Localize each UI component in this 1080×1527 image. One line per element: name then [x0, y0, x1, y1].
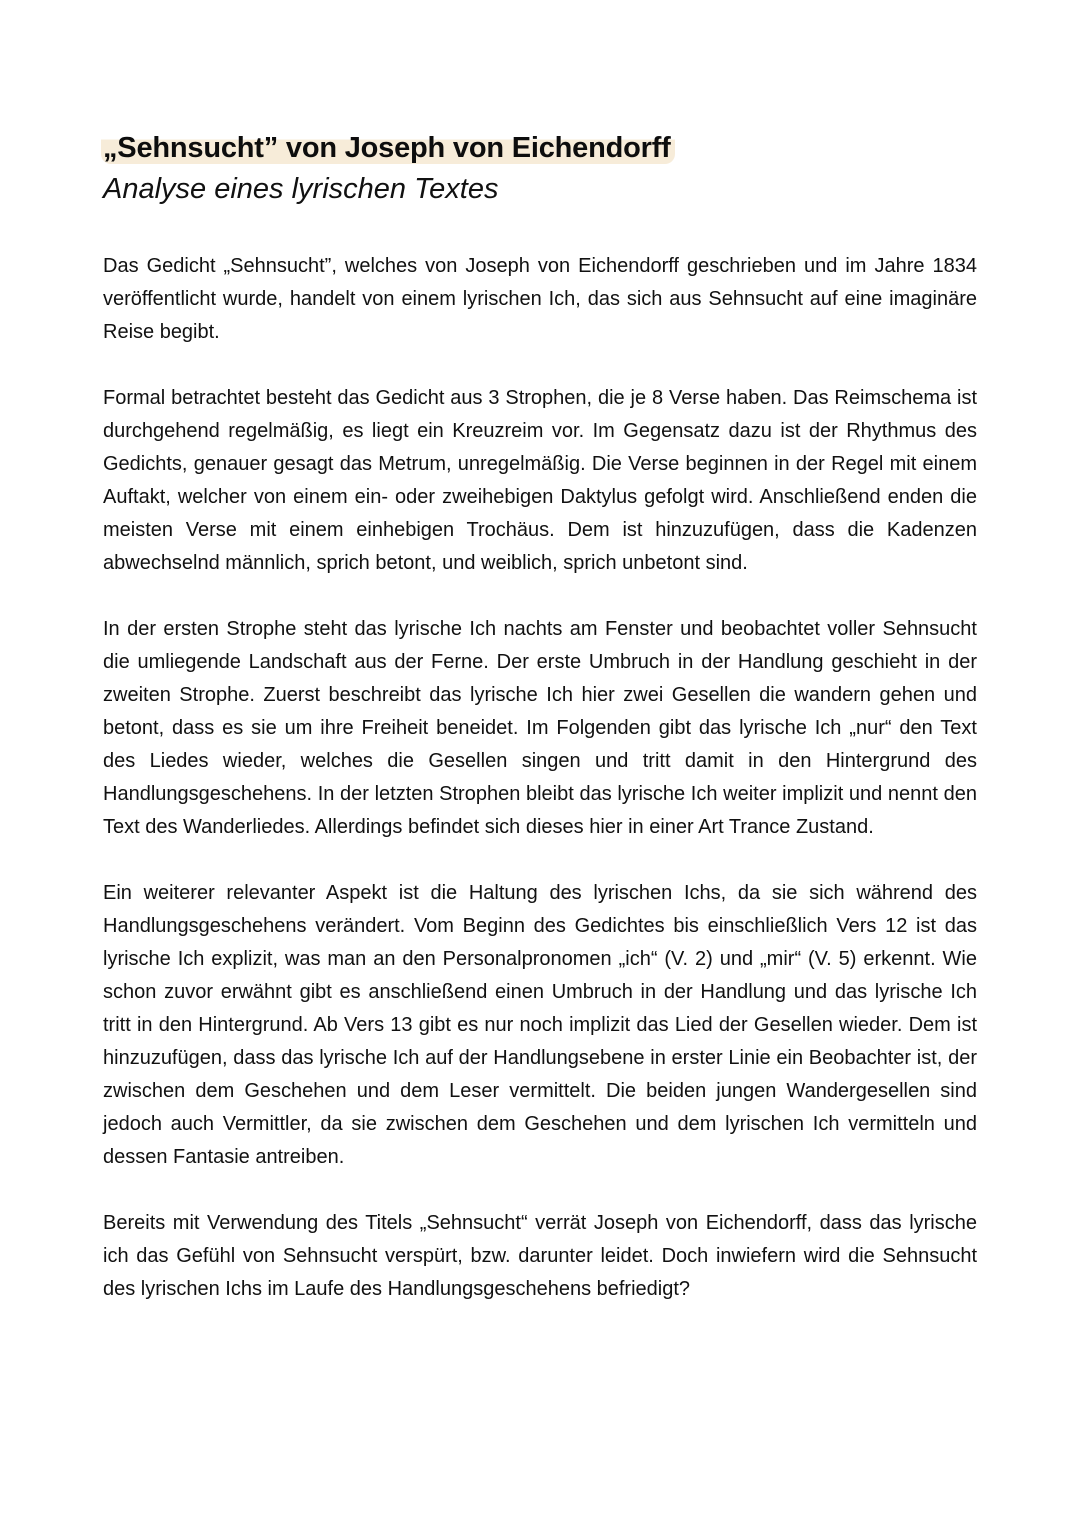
paragraph-introduction: Das Gedicht „Sehnsucht”, welches von Joseph von Eichendorff geschrieben und im Jahre 1834 veröffentlicht wurde, handelt von einem lyrischen Ich, das sich aus Sehnsucht auf eine imaginäre Reise begibt. [103, 255, 977, 343]
paragraph-content-summary: In der ersten Strophe steht das lyrische Ich nachts am Fenster und beobachtet voller Sehnsucht die umliegende Landschaft aus der Ferne. Der erste Umbruch in der Handlung geschieht in der zweiten Strophe. Zuerst beschreibt das lyrische Ich hier zwei Gesellen die wandern gehen und betont, dass es sie um ihre Freiheit beneidet. Im Folgenden gibt das lyrische Ich „nur“ den Text des Liedes wieder, welches die Gesellen singen und tritt damit in den Hintergrund des Handlungsgeschehens. In der letzten Strophen bleibt das lyrische Ich weiter implizit und nennt den Text des Wanderliedes. Allerdings befindet sich dieses hier in einer Art Trance Zustand. [103, 618, 977, 838]
paragraph-thesis-question: Bereits mit Verwendung des Titels „Sehnsucht“ verrät Joseph von Eichendorff, dass das lyrische ich das Gefühl von Sehnsucht verspürt, bzw. darunter leidet. Doch inwiefern wird die Sehnsucht des lyrischen Ichs im Laufe des Handlungsgeschehens befriedigt? [103, 1212, 977, 1300]
paragraph-lyrical-self: Ein weiterer relevanter Aspekt ist die Haltung des lyrischen Ichs, da sie sich während des Handlungsgeschehens verändert. Vom Beginn des Gedichtes bis einschließlich Vers 12 ist das lyrische Ich explizit, was man an den Personalpronomen „ich“ (V. 2) und „mir“ (V. 5) erkennt. Wie schon zuvor erwähnt gibt es anschließend einen Umbruch in der Handlung und das lyrische Ich tritt in den Hintergrund. Ab Vers 13 gibt es nur noch implizit das Lied der Gesellen wieder. Dem ist hinzuzufügen, dass das lyrische Ich auf der Handlungsebene in erster Linie ein Beobachter ist, der zwischen dem Geschehen und dem Leser vermittelt. Die beiden jungen Wandergesellen sind jedoch auch Vermittler, da sie zwischen dem Geschehen und dem lyrischen Ich vermitteln und dessen Fantasie antreiben. [103, 882, 977, 1168]
document-page [103, 128, 977, 1306]
document-title [103, 128, 977, 168]
document-subtitle: Analyse eines lyrischen Textes [103, 173, 499, 205]
title-highlight: „Sehnsucht” von Joseph von Eichendorff [101, 130, 675, 164]
paragraph-formal-analysis: Formal betrachtet besteht das Gedicht aus 3 Strophen, die je 8 Verse haben. Das Reimschema ist durchgehend regelmäßig, es liegt ein Kreuzreim vor. Im Gegensatz dazu ist der Rhythmus des Gedichts, genauer gesagt das Metrum, unregelmäßig. Die Verse beginnen in der Regel mit einem Auftakt, welcher von einem ein- oder zweihebigen Daktylus gefolgt wird. Anschließend enden die meisten Verse mit einem einhebigen Trochäus. Dem ist hinzuzufügen, dass die Kadenzen abwechselnd männlich, sprich betont, und weiblich, sprich unbetont sind. [103, 387, 977, 574]
